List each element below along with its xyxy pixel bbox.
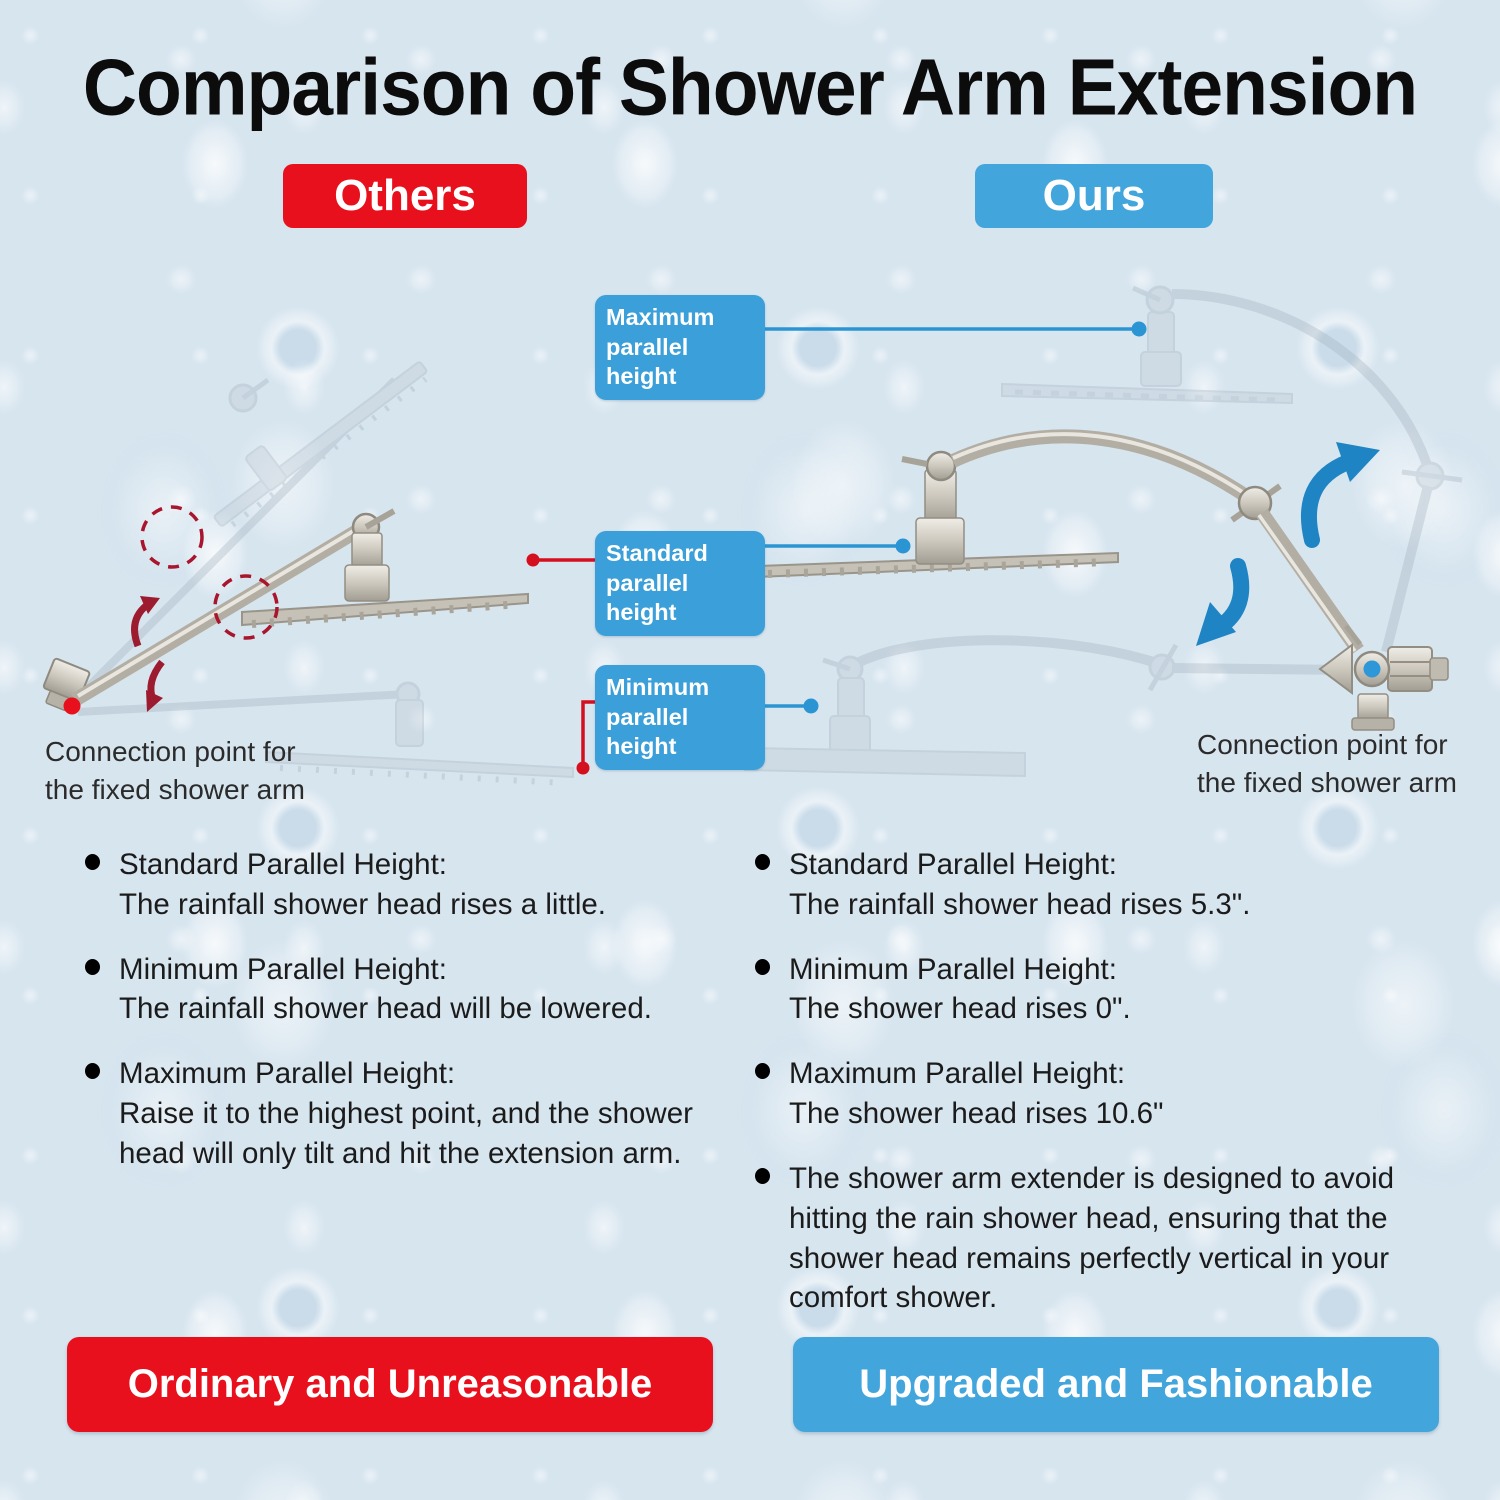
ours-diagram [745,287,1462,776]
minimum-parallel-height-label [595,665,765,770]
label-line: Maximum [606,304,715,330]
others-badge: Others [283,164,527,228]
standard-parallel-height-label [595,531,765,636]
bullet-icon [85,1063,100,1079]
point-heading: Maximum Parallel Height: [119,1057,456,1091]
note-line: Connection point for [45,736,296,767]
point-heading: Standard Parallel Height: [789,848,1117,881]
point-body: The shower head rises 0". [789,992,1131,1026]
point-body: The shower head rises 10.6" [789,1097,1164,1131]
others-solid-arm [38,511,528,714]
bullet-icon [755,1168,770,1184]
list-item [755,950,1440,1030]
others-connection-point-dot [64,698,81,715]
ours-connection-note [1197,726,1457,801]
label-line: parallel height [606,569,689,626]
ours-points-list [755,845,1440,1343]
note-line: the fixed shower arm [1197,766,1457,798]
point-body: The shower arm extender is designed to avoid hitting the rain shower head, ensuring that the shower head remains perfectly vertical in your comfort shower. [789,1161,1395,1315]
point-body: The rainfall shower head will be lowered. [119,992,652,1026]
ours-verdict-banner: Upgraded and Fashionable [793,1337,1439,1432]
point-heading: Standard Parallel Height: [119,848,447,881]
others-verdict-banner: Ordinary and Unreasonable [67,1337,713,1432]
point-heading: Minimum Parallel Height: [789,952,1117,986]
bullet-icon [755,1063,770,1079]
others-points-list [85,845,745,1199]
point-body: The rainfall shower head rises 5.3". [789,887,1251,921]
others-diagram [38,339,573,783]
point-heading: Minimum Parallel Height: [119,952,447,986]
list-item [755,845,1440,925]
list-item [755,1054,1440,1134]
bullet-icon [755,854,770,870]
others-connection-note [45,733,305,808]
list-item [85,845,745,925]
list-item [85,1054,745,1173]
label-line: Minimum [606,674,710,700]
bullet-icon [755,959,770,975]
note-line: the fixed shower arm [45,773,305,805]
note-line: Connection point for [1197,729,1448,760]
label-line: Standard [606,540,708,566]
label-line: parallel height [606,333,689,390]
page-title: Comparison of Shower Arm Extension [82,42,1418,132]
point-heading: Maximum Parallel Height: [789,1057,1126,1091]
bullet-icon [85,854,100,870]
maximum-parallel-height-label [595,295,765,400]
list-item [755,1159,1440,1318]
point-body: Raise it to the highest point, and the shower head will only tilt and hit the extension arm. [119,1097,693,1170]
point-body: The rainfall shower head rises a little. [119,887,606,921]
ours-connection-point-dot [1364,661,1381,678]
bullet-icon [85,959,100,975]
ours-ball-joint [927,452,955,480]
label-line: parallel height [606,703,689,760]
list-item [85,950,745,1030]
ours-badge: Ours [975,164,1213,228]
